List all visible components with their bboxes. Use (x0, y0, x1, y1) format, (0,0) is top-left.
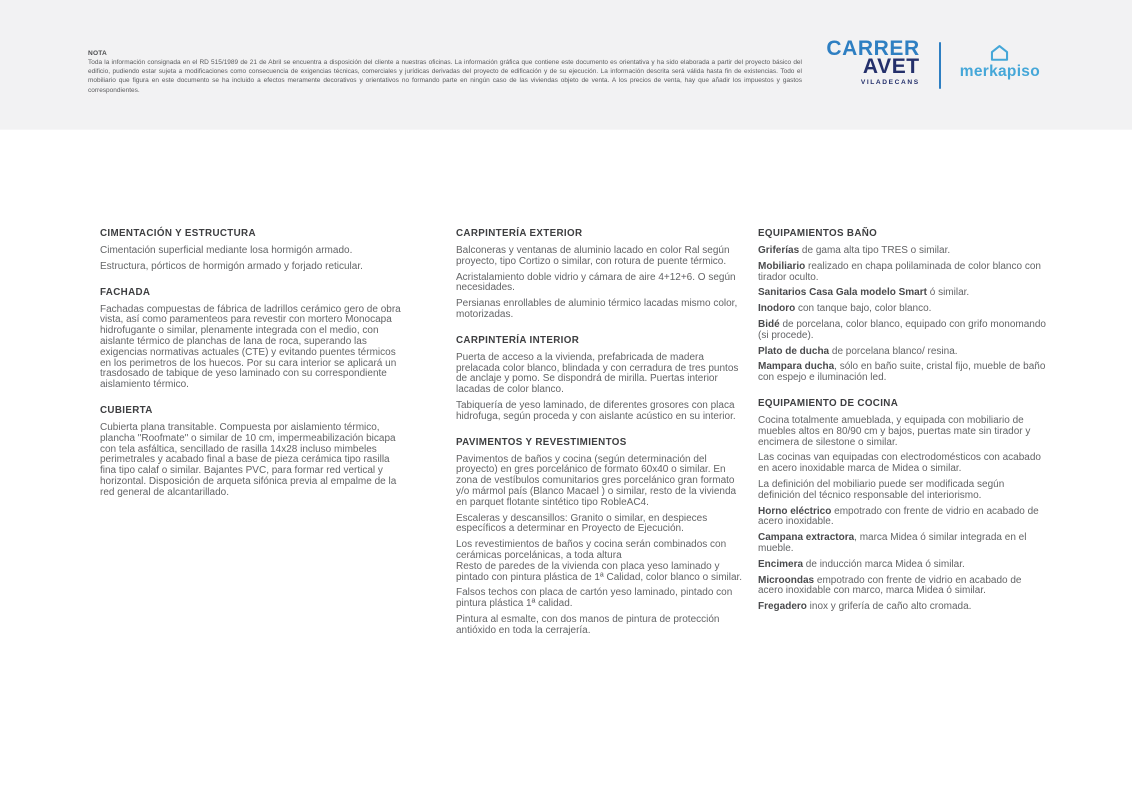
spec-lead: Griferías (758, 245, 800, 256)
section-heading: CUBIERTA (100, 404, 153, 416)
spec-paragraph: Horno eléctrico empotrado con frente de vidrio en acabado de acero inoxidable. (758, 505, 1039, 528)
section-heading: CARPINTERÍA INTERIOR (456, 334, 580, 346)
spec-lead: Fregadero (758, 601, 807, 613)
merkapiso-logo (960, 44, 1040, 80)
spec-paragraph: Inodoro con tanque bajo, color blanco. (758, 303, 932, 315)
section-heading: EQUIPAMIENTO DE COCINA (758, 397, 899, 409)
spec-paragraph: La definición del mobiliario puede ser modificada según definición del técnico responsable del interiorismo. (758, 478, 1005, 501)
spec-lead: Inodoro (758, 303, 796, 315)
spec-paragraph: Fachadas compuestas de fábrica de ladrillos cerámico gero de obra vista, así como paramenteos para revestir con mortero Monocapa hidrofugante o similar, plenamente integrada con el medio, con aislante térmico de planchas de lana de roca, superando las exigencias normativas actuales (CTE) y evitando puentes térmicos en los perimetros de los huecos. Por su cara interior se aplicará un trasdosado de tabique de yeso laminado con su correspondiente aislamiento térmico. (100, 303, 401, 391)
spec-paragraph: Pavimentos de baños y cocina (según determinación del proyecto) en gres porcelánico de formato 60x40 o similar. En zona de vestíbulos comunitarios gres porcelánico gran formato y/o mármol país (Blanco Macael ) o similar, resto de la vivienda en parquet flotante sintético tipo RobleAC4. (456, 453, 737, 508)
spec-section (758, 398, 1046, 613)
section-heading: EQUIPAMIENTOS BAÑO (758, 228, 878, 239)
legal-note-text: Toda la información consignada en el RD 515/1989 de 21 de Abril se encuentra a disposición del cliente a nuestras oficinas. La información gráfica que contiene este documento es orientativa y ha sido elaborada a partir del proyecto básico del edificio, pudiendo estar sujeta a modificaciones como consecuencia de exigencias técnicas, comerciales y jurídicas derivadas del proyecto de edificación y de su ejecución. La información descrita será válida hasta fin de existencias. Todo el mobiliario que figura en este documento se ha incluido a efectos meramente decorativos y orientativos no formando parte en ningún caso de las viviendas objeto de venta. A los precios de venta, hay que añadir los impuestos y gastos correspondientes. (88, 59, 802, 94)
spec-paragraph: Tabiquería de yeso laminado, de diferentes grosores con placa hidrofuga, según proceda y con aislante acústico en su interior. (456, 399, 736, 422)
content-column-3 (758, 228, 1046, 627)
logo-divider (939, 42, 941, 89)
logo-bar (826, 37, 1040, 102)
spec-paragraph: Plato de ducha de porcelana blanco/ resina. (758, 345, 958, 357)
spec-section (100, 228, 402, 273)
spec-lead: Bidé (758, 318, 780, 330)
section-heading: CARPINTERÍA EXTERIOR (456, 228, 583, 239)
spec-paragraph: Pintura al esmalte, con dos manos de pintura de protección antióxido en toda la cerrajería. (456, 613, 720, 636)
content-column-1 (100, 228, 402, 513)
carrer-avet-logo (826, 37, 920, 87)
spec-section (100, 405, 402, 499)
spec-paragraph: Microondas empotrado con frente de vidrio en acabado de acero inoxidable con marco, marca Midea ó similar. (758, 574, 1022, 597)
house-icon (989, 44, 1010, 62)
spec-paragraph: Mampara ducha, sólo en baño suite, cristal fijo, mueble de baño con espejo e iluminación led. (758, 361, 1046, 384)
spec-paragraph: Las cocinas van equipadas con electrodomésticos con acabado en acero inoxidable marca de Midea o similar. (758, 452, 1041, 475)
spec-paragraph: Balconeras y ventanas de aluminio lacado en color Ral según proyecto, tipo Cortizo o similar, con rotura de puente térmico. (456, 245, 730, 267)
spec-section (456, 335, 748, 423)
spec-lead: Campana extractora (758, 532, 855, 544)
brand-line-avet: AVET (862, 55, 920, 78)
section-heading: CIMENTACIÓN Y ESTRUCTURA (100, 228, 256, 239)
spec-section (456, 228, 748, 321)
legal-note-title: NOTA (88, 50, 107, 57)
spec-paragraph: Persianas enrollables de aluminio térmico lacadas mismo color, motorizadas. (456, 298, 738, 320)
spec-section (758, 228, 1046, 384)
content-column-2 (456, 228, 748, 651)
spec-paragraph: Estructura, pórticos de hormigón armado y forjado reticular. (100, 260, 363, 272)
spec-paragraph: Cubierta plana transitable. Compuesta por aislamiento térmico, plancha "Roofmate" o similar de 10 cm, impermeabilización bicapa con tela asfáltica, sencillado de rasilla 14x28 incluso mimbeles perimetrales y acabado final a base de pieza cerámica tipo rasilla fina tipo calaf o similar. Bajantes PVC, para formar red vertical y horizontal. Disposición de arqueta sifónica previa al empalme de la red general de alcantarillado. (100, 421, 397, 498)
spec-paragraph: Los revestimientos de baños y cocina serán combinados con cerámicas porcelánicas, a toda altura Resto de paredes de la vivienda con placa yeso laminado y pintado con pintura plástica de 1ª Calidad, color blanco o similar. (456, 539, 743, 583)
spec-lead: Mampara ducha (758, 361, 835, 373)
spec-paragraph: Mobiliario realizado en chapa polilaminada de color blanco con tirador oculto. (758, 260, 1041, 283)
spec-paragraph: Griferías de gama alta tipo TRES o similar. (758, 245, 951, 256)
spec-paragraph: Escaleras y descansillos: Granito o similar, en despieces específicos a determinar en Proyecto de Ejecución. (456, 512, 708, 535)
header-band (0, 0, 1132, 130)
spec-paragraph: Encimera de inducción marca Midea ó similar. (758, 558, 965, 570)
spec-paragraph: Campana extractora, marca Midea ó similar integrada en el mueble. (758, 532, 1027, 554)
spec-paragraph: Acristalamiento doble vidrio y cámara de aire 4+12+6. O según necesidades. (456, 271, 736, 294)
spec-paragraph: Falsos techos con placa de cartón yeso laminado, pintado con pintura plástica 1ª calidad. (456, 587, 733, 610)
spec-section (456, 437, 748, 637)
spec-lead: Horno eléctrico (758, 505, 832, 517)
legal-note (88, 50, 802, 95)
brand-line-carrer: CARRER (826, 37, 920, 60)
section-heading: FACHADA (100, 286, 151, 298)
spec-lead: Plato de ducha (758, 345, 830, 357)
spec-lead: Mobiliario (758, 260, 806, 272)
section-heading: PAVIMENTOS Y REVESTIMIENTOS (456, 436, 627, 448)
spec-paragraph: Sanitarios Casa Gala modelo Smart ó similar. (758, 287, 970, 299)
spec-paragraph: Cocina totalmente amueblada, y equipada con mobiliario de muebles altos en 80/90 cm y bajos, puertas mate sin tirador y encimera de silestone o similar. (758, 414, 1031, 448)
spec-paragraph: Fregadero inox y grifería de caño alto cromada. (758, 601, 972, 613)
spec-lead: Encimera (758, 558, 804, 570)
spec-paragraph: Bidé de porcelana, color blanco, equipado con grifo monomando (si procede). (758, 318, 1046, 341)
spec-lead: Microondas (758, 574, 815, 586)
spec-section (100, 287, 402, 391)
merkapiso-wordmark: merkapiso (959, 63, 1040, 80)
spec-paragraph: Cimentación superficial mediante losa hormigón armado. (100, 245, 353, 256)
spec-paragraph: Puerta de acceso a la vivienda, prefabricada de madera prelacada color blanco, blindada y con cerradura de tres puntos de anclaje y pomo. Se dispondrá de mirilla. Puertas interior lacadas de color blanco. (456, 351, 739, 396)
spec-lead: Sanitarios Casa Gala modelo Smart (758, 287, 927, 299)
brand-city-label: VILADECANS (860, 79, 920, 86)
